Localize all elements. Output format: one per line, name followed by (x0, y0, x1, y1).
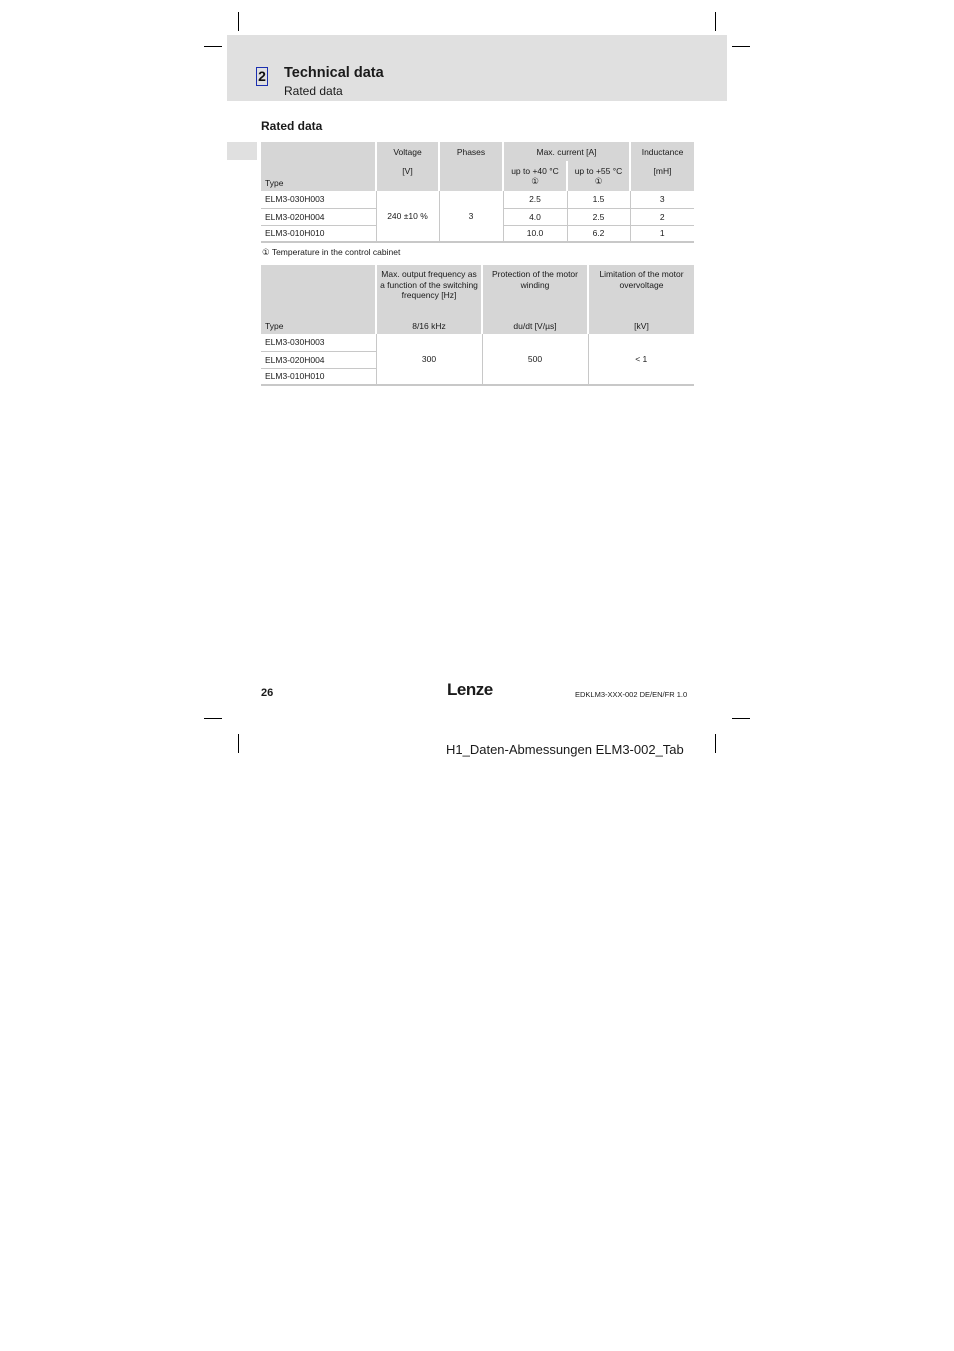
lenze-logo: Lenze (447, 680, 493, 699)
file-label: H1_Daten-Abmessungen ELM3-002_Tab (446, 742, 684, 757)
footnote-mark: ① (594, 176, 603, 186)
header-limitation: Limitation of the motor overvoltage (588, 265, 694, 317)
sub-55-label: up to +55 °C (574, 166, 623, 176)
unit-voltage: [V] (376, 161, 439, 191)
sub-40-label: up to +40 °C (511, 166, 559, 176)
chapter-subtitle: Rated data (284, 84, 343, 98)
voltage-value: 240 ±10 % (376, 191, 439, 242)
inductance-cell: 2 (630, 208, 694, 225)
header-protection: Protection of the motor winding (482, 265, 588, 317)
type-cell: ELM3-030H003 (261, 334, 376, 351)
current-55-cell: 6.2 (567, 225, 630, 242)
header-current-55 (567, 161, 630, 191)
header-current-40 (503, 161, 567, 191)
phases-value: 3 (439, 191, 503, 242)
header-output-frequency: Max. output frequency as a function of the switching frequency [Hz] (376, 265, 482, 317)
limitation-value: < 1 (588, 334, 694, 385)
crop-mark (732, 46, 750, 47)
unit-inductance: [mH] (630, 161, 694, 191)
table-row (261, 334, 694, 351)
crop-mark (732, 718, 750, 719)
page-number: 26 (261, 687, 274, 699)
header-max-current: Max. current [A] (503, 142, 630, 161)
unit-frequency: 8/16 kHz (376, 317, 482, 334)
type-cell: ELM3-030H003 (261, 191, 376, 208)
type-cell: ELM3-010H010 (261, 225, 376, 242)
header-type: Type (261, 265, 376, 334)
header-phases: Phases (439, 142, 503, 191)
current-40-cell: 4.0 (503, 208, 567, 225)
inductance-cell: 3 (630, 191, 694, 208)
crop-mark (204, 718, 222, 719)
chapter-number-link[interactable]: 2 (256, 67, 268, 86)
current-40-cell: 2.5 (503, 191, 567, 208)
footnote: ① Temperature in the control cabinet (262, 247, 401, 257)
protection-value: 500 (482, 334, 588, 385)
document-code: EDKLM3-XXX-002 DE/EN/FR 1.0 (575, 690, 688, 699)
section-title: Rated data (261, 119, 323, 133)
type-cell: ELM3-020H004 (261, 208, 376, 225)
header-voltage: Voltage (376, 142, 439, 161)
header-type: Type (261, 142, 376, 191)
crop-mark (715, 12, 716, 31)
current-55-cell: 1.5 (567, 191, 630, 208)
crop-mark (715, 734, 716, 753)
unit-protection: du/dt [V/µs] (482, 317, 588, 334)
unit-limitation: [kV] (588, 317, 694, 334)
crop-mark (204, 46, 222, 47)
motor-protection-table (261, 265, 694, 386)
header-inductance: Inductance (630, 142, 694, 161)
rated-data-table (261, 142, 694, 243)
type-cell: ELM3-020H004 (261, 351, 376, 368)
crop-mark (238, 12, 239, 31)
chapter-title: Technical data (284, 65, 384, 81)
frequency-value: 300 (376, 334, 482, 385)
table-row (261, 191, 694, 208)
side-tab-marker (227, 142, 257, 160)
type-cell: ELM3-010H010 (261, 368, 376, 385)
crop-mark (238, 734, 239, 753)
current-55-cell: 2.5 (567, 208, 630, 225)
inductance-cell: 1 (630, 225, 694, 242)
current-40-cell: 10.0 (503, 225, 567, 242)
footnote-mark: ① (531, 176, 539, 186)
